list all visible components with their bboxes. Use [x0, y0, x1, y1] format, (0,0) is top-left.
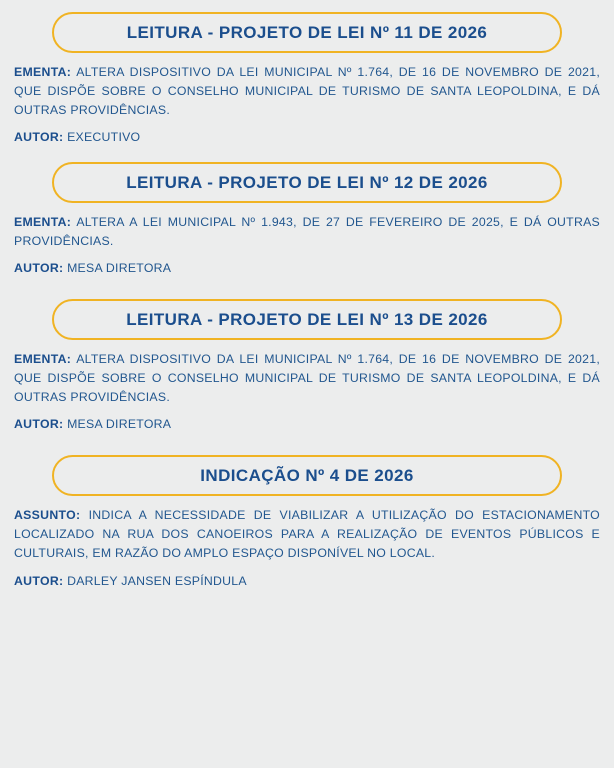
item-author [14, 574, 600, 588]
item-author-text: DARLEY JANSEN ESPÍNDULA [67, 573, 247, 588]
item-title-pill[interactable]: INDICAÇÃO Nº 4 DE 2026 [52, 455, 562, 496]
spacer [14, 150, 600, 158]
item-author [14, 417, 600, 431]
item-assunto [14, 506, 600, 563]
item-ementa-label: EMENTA: [14, 352, 72, 367]
item-ementa [14, 63, 600, 120]
item-title-row [14, 158, 600, 213]
item-author-label: AUTOR: [14, 417, 64, 432]
item-author [14, 261, 600, 275]
item-author-label: AUTOR: [14, 261, 64, 276]
list-item [14, 158, 600, 275]
item-ementa-text: ALTERA DISPOSITIVO DA LEI MUNICIPAL Nº 1.764, DE 16 DE NOVEMBRO DE 2021, QUE DISPÕE SOBRE O CONSELHO MUNICIPAL DE TURISMO DE SANTA LEOPOLDINA, E DÁ OUTRAS PROVIDÊNCIAS. [14, 352, 600, 405]
list-item [14, 295, 600, 431]
item-title-row [14, 451, 600, 506]
item-author-label: AUTOR: [14, 573, 64, 588]
item-title-pill[interactable]: LEITURA - PROJETO DE LEI Nº 12 DE 2026 [52, 162, 562, 203]
item-title-row [14, 8, 600, 63]
item-ementa [14, 213, 600, 251]
spacer [14, 281, 600, 295]
item-ementa-text: ALTERA DISPOSITIVO DA LEI MUNICIPAL Nº 1.764, DE 16 DE NOVEMBRO DE 2021, QUE DISPÕE SOBRE O CONSELHO MUNICIPAL DE TURISMO DE SANTA LEOPOLDINA, E DÁ OUTRAS PROVIDÊNCIAS. [14, 65, 600, 118]
item-author-label: AUTOR: [14, 130, 64, 145]
item-ementa [14, 350, 600, 407]
item-author-text: EXECUTIVO [67, 130, 141, 145]
item-title-row [14, 295, 600, 350]
item-author-text: MESA DIRETORA [67, 417, 172, 432]
item-title-pill[interactable]: LEITURA - PROJETO DE LEI Nº 11 DE 2026 [52, 12, 562, 53]
item-author-text: MESA DIRETORA [67, 261, 172, 276]
item-assunto-label: ASSUNTO: [14, 508, 81, 523]
list-item [14, 8, 600, 144]
item-author [14, 130, 600, 144]
list-item [14, 451, 600, 587]
item-title-pill[interactable]: LEITURA - PROJETO DE LEI Nº 13 DE 2026 [52, 299, 562, 340]
item-ementa-text: ALTERA A LEI MUNICIPAL Nº 1.943, DE 27 DE FEVEREIRO DE 2025, E DÁ OUTRAS PROVIDÊNCIAS. [14, 215, 600, 249]
item-ementa-label: EMENTA: [14, 215, 72, 230]
item-assunto-text: INDICA A NECESSIDADE DE VIABILIZAR A UTILIZAÇÃO DO ESTACIONAMENTO LOCALIZADO NA RUA DOS CANOEIROS PARA A REALIZAÇÃO DE EVENTOS PÚBLICOS E CULTURAIS, EM RAZÃO DO AMPLO ESPAÇO DISPONÍVEL NO LOCAL. [14, 508, 600, 561]
item-ementa-label: EMENTA: [14, 65, 72, 79]
spacer [14, 437, 600, 451]
